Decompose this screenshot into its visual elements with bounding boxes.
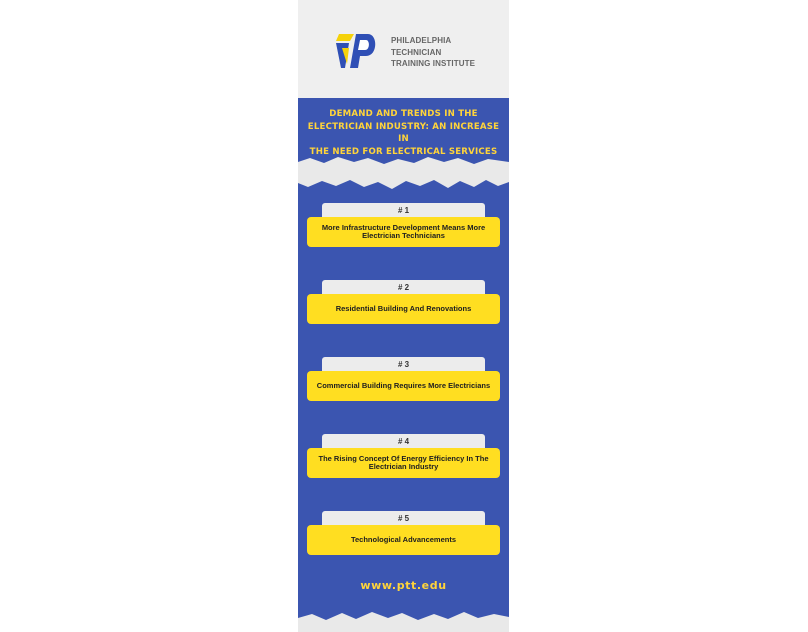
brand-line: PHILADELPHIA (391, 36, 452, 45)
brand-name (391, 35, 475, 70)
item-text: Commercial Building Requires More Electricians (307, 371, 500, 401)
torn-edge-bottom (298, 608, 509, 632)
item-text: Residential Building And Renovations (307, 294, 500, 324)
item-text: The Rising Concept Of Energy Efficiency In The Electrician Industry (307, 448, 500, 478)
item-number: # 4 (322, 434, 485, 449)
item-number: # 3 (322, 357, 485, 372)
item-text: More Infrastructure Development Means More Electrician Technicians (307, 217, 500, 247)
title-line: ELECTRICIAN INDUSTRY: AN INCREASE IN (307, 121, 500, 145)
website-link[interactable]: www.ptt.edu (360, 579, 447, 592)
torn-paper-band (298, 156, 509, 192)
page-title (302, 108, 505, 158)
brand-line: TRAINING INSTITUTE (391, 59, 476, 68)
item-number: # 5 (322, 511, 485, 526)
ptti-logo-icon (336, 34, 378, 70)
title-line: THE NEED FOR ELECTRICAL SERVICES (309, 146, 498, 157)
torn-edge-top (298, 86, 509, 102)
title-line: DEMAND AND TRENDS IN THE (329, 109, 478, 119)
brand-line: TECHNICIAN (391, 47, 442, 57)
item-number: # 1 (322, 203, 485, 218)
header (298, 0, 509, 98)
infographic (298, 0, 509, 632)
item-text: Technological Advancements (307, 525, 500, 555)
item-number: # 2 (322, 280, 485, 295)
